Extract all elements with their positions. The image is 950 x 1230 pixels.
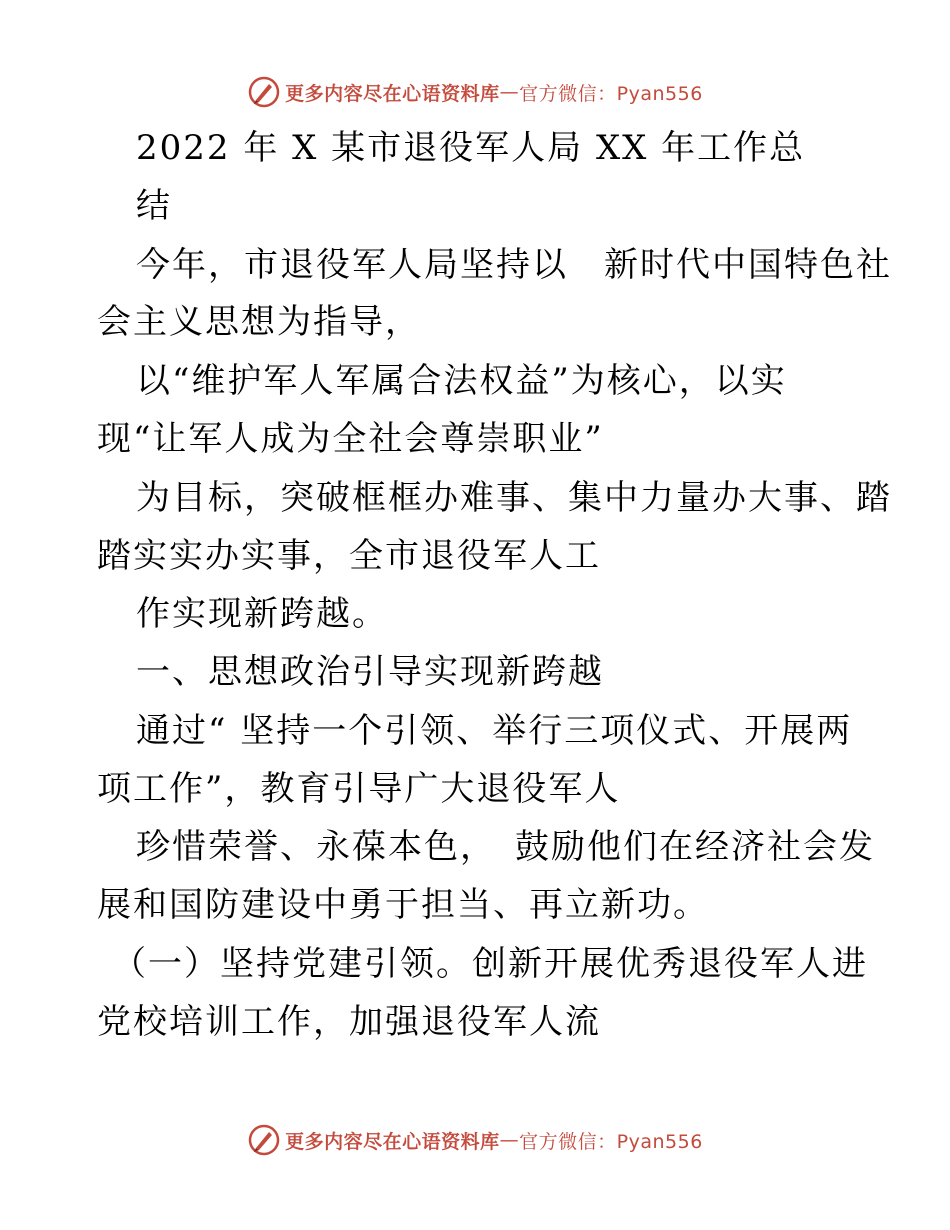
subsection-heading: （一）坚持党建引领。创新开展优秀退役军人进 bbox=[112, 944, 868, 984]
paragraph-line: 项工作”，教育引导广大退役军人 bbox=[97, 769, 621, 809]
paragraph-line: 党校培训工作，加强退役军人流 bbox=[97, 1002, 601, 1042]
watermark-separator: — bbox=[499, 1129, 520, 1151]
paragraph-line: 作实现新跨越。 bbox=[136, 594, 388, 634]
footer-watermark bbox=[0, 1120, 950, 1160]
quill-pen-logo-icon bbox=[247, 75, 281, 109]
quill-pen-logo-icon bbox=[247, 1123, 281, 1157]
paragraph-line: 珍惜荣誉、永葆本色， 鼓励他们在经济社会发 bbox=[136, 827, 875, 867]
watermark-brand: 更多内容尽在心语资料库 bbox=[285, 1130, 500, 1153]
watermark-wechat: 官方微信：Pyan556 bbox=[519, 82, 703, 105]
paragraph-line: 今年，市退役军人局坚持以 新时代中国特色社 bbox=[136, 245, 892, 285]
paragraph-line: 通过“ 坚持一个引领、举行三项仪式、开展两 bbox=[136, 711, 853, 751]
watermark-brand: 更多内容尽在心语资料库 bbox=[285, 82, 500, 105]
document-title-line-2: 结 bbox=[136, 186, 172, 226]
section-heading: 一、思想政治引导实现新跨越 bbox=[136, 652, 604, 692]
header-watermark bbox=[0, 72, 950, 112]
watermark-separator: — bbox=[499, 81, 520, 103]
paragraph-line: 以“维护军人军属合法权益”为核心，以实 bbox=[136, 361, 787, 401]
watermark-wechat: 官方微信：Pyan556 bbox=[519, 1130, 703, 1153]
paragraph-line: 踏实实办实事，全市退役军人工 bbox=[97, 536, 601, 576]
paragraph-line: 现“让军人成为全社会尊崇职业” bbox=[97, 419, 604, 459]
paragraph-line: 展和国防建设中勇于担当、再立新功。 bbox=[97, 885, 709, 925]
paragraph-line: 会主义思想为指导， bbox=[97, 302, 421, 342]
paragraph-line: 为目标，突破框框办难事、集中力量办大事、踏 bbox=[136, 478, 892, 518]
document-title-line-1: 2022 年 X 某市退役军人局 XX 年工作总 bbox=[136, 128, 806, 168]
